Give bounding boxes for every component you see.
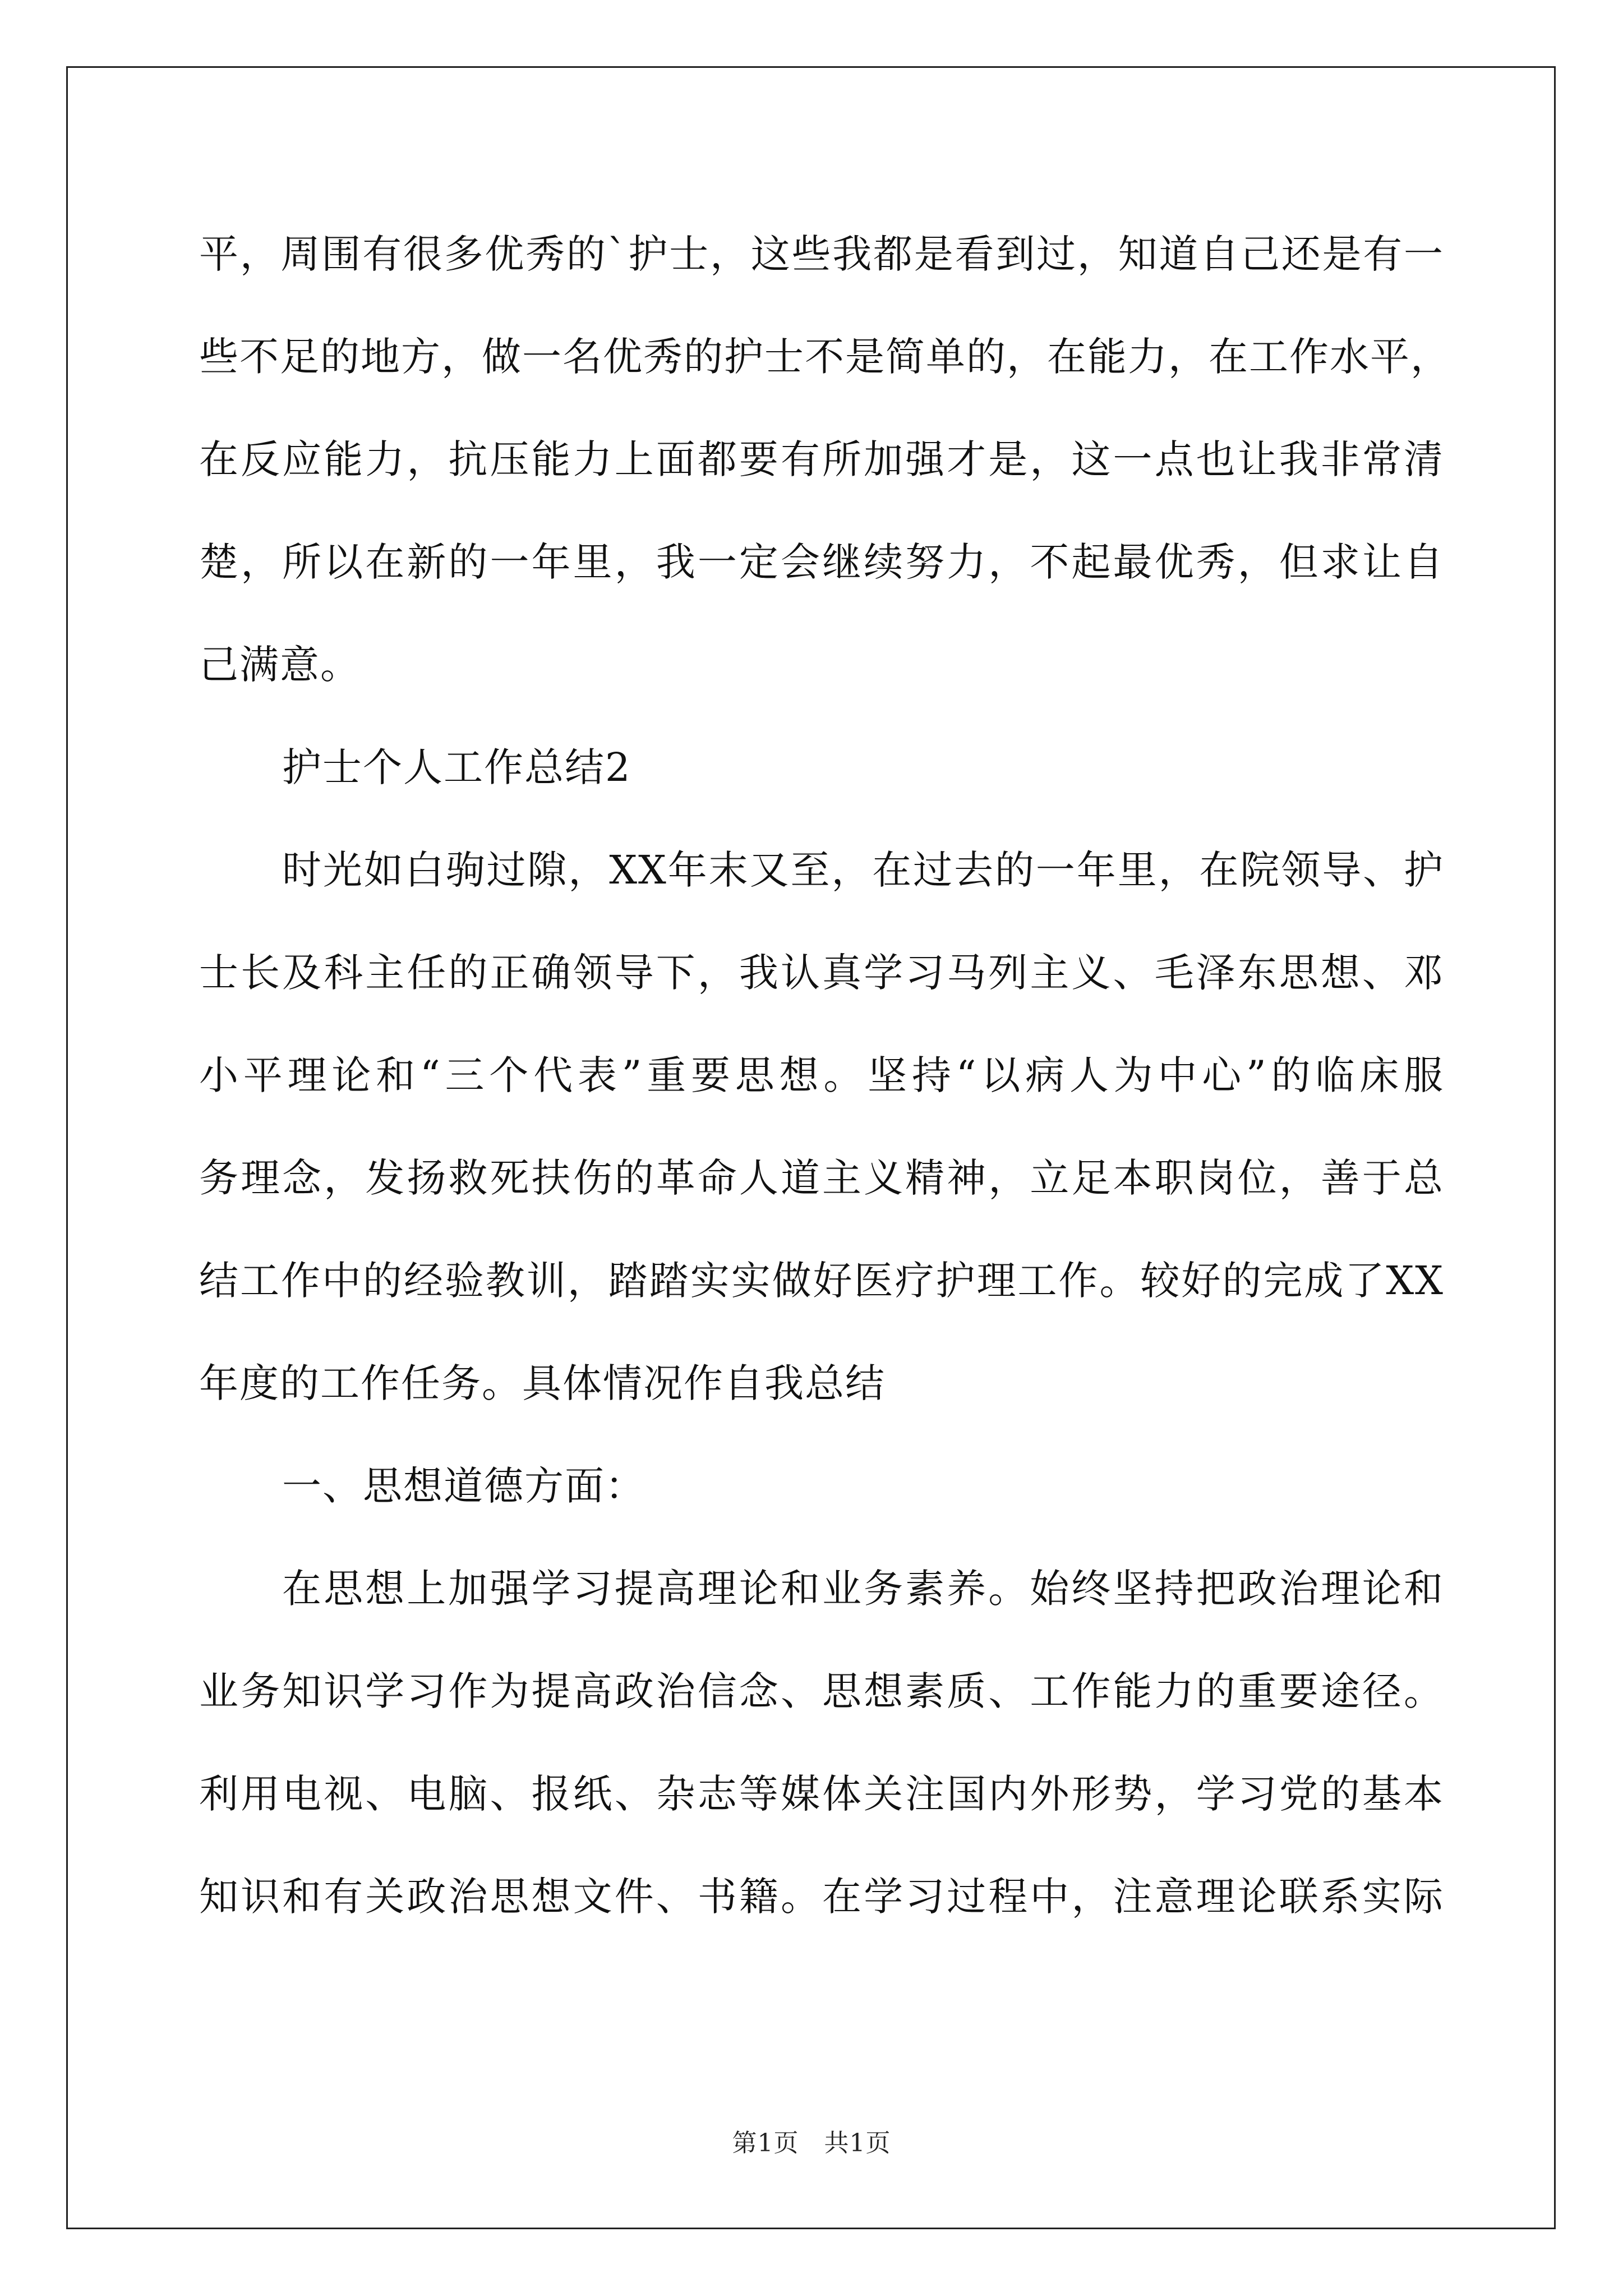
document-body <box>199 203 1451 1948</box>
text-line: 些不足的地方，做一名优秀的护士不是简单的，在能力，在工作水平， <box>199 334 1451 380</box>
page-footer: 第1页 共1页 <box>732 2129 891 2157</box>
text-line: 时光如白驹过隙，XX年末又至，在过去的一年里，在院领导、护 <box>282 847 1444 893</box>
text-line: 己满意。 <box>199 642 361 688</box>
text-line: 平，周围有很多优秀的`护士，这些我都是看到过，知道自己还是有一 <box>199 231 1444 277</box>
text-line: 在反应能力，抗压能力上面都要有所加强才是，这一点也让我非常清 <box>199 436 1444 482</box>
section-heading: 护士个人工作总结2 <box>282 744 631 790</box>
text-line: 年度的工作任务。具体情况作自我总结 <box>199 1360 886 1406</box>
text-line: 楚，所以在新的一年里，我一定会继续努力，不起最优秀，但求让自 <box>199 539 1444 585</box>
text-line: 业务知识学习作为提高政治信念、思想素质、工作能力的重要途径。 <box>199 1668 1444 1714</box>
text-line: 小平理论和“三个代表”重要思想。坚持“以病人为中心”的临床服 <box>199 1052 1444 1098</box>
text-line: 知识和有关政治思想文件、书籍。在学习过程中，注意理论联系实际 <box>199 1874 1444 1920</box>
text-line: 在思想上加强学习提高理论和业务素养。始终坚持把政治理论和 <box>282 1566 1444 1612</box>
text-line: 结工作中的经验教训，踏踏实实做好医疗护理工作。较好的完成了XX <box>199 1258 1444 1304</box>
subsection-heading: 一、思想道德方面： <box>282 1463 645 1509</box>
text-line: 利用电视、电脑、报纸、杂志等媒体关注国内外形势，学习党的基本 <box>199 1771 1444 1817</box>
text-line: 务理念，发扬救死扶伤的革命人道主义精神，立足本职岗位，善于总 <box>199 1155 1444 1201</box>
text-line: 士长及科主任的正确领导下，我认真学习马列主义、毛泽东思想、邓 <box>199 950 1444 996</box>
